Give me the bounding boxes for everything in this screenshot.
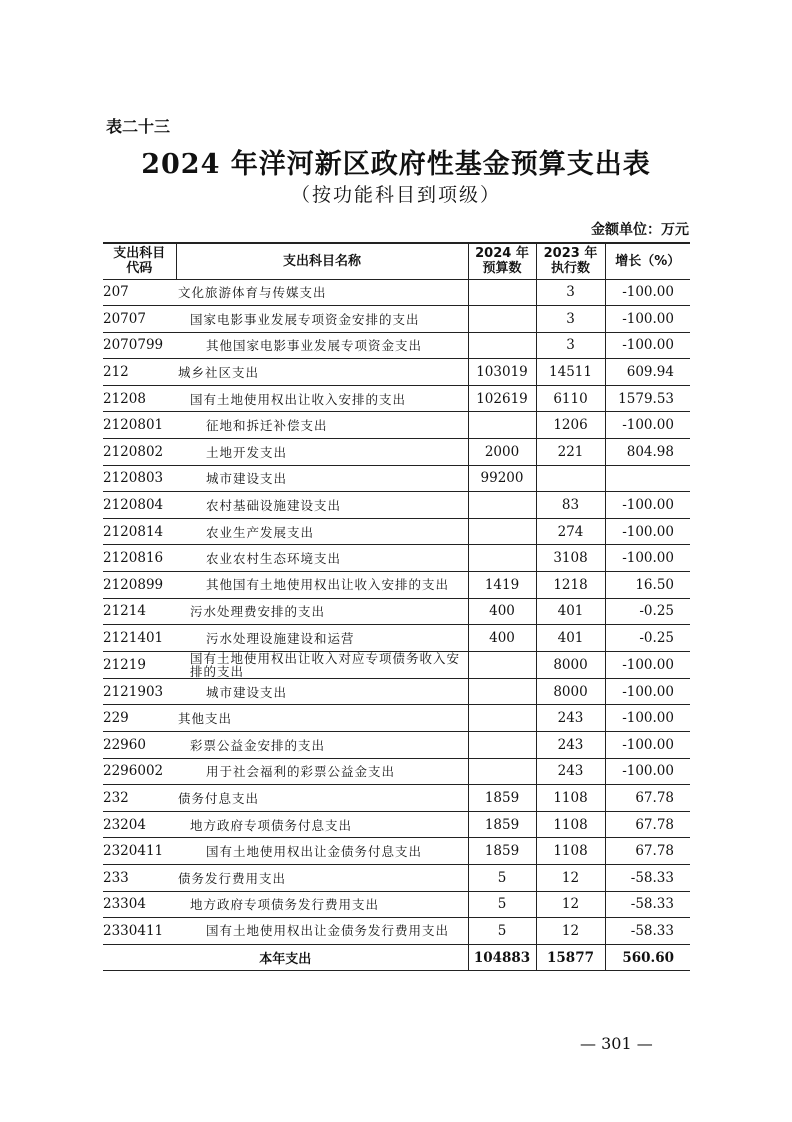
header-exec-2023-label: 2023 年执行数	[543, 246, 598, 277]
row-code: 23204	[103, 811, 176, 838]
row-growth: -100.00	[605, 332, 690, 359]
expenditure-table	[103, 242, 690, 971]
row-growth: 67.78	[605, 838, 690, 865]
row-code: 2070799	[103, 332, 176, 359]
row-name: 其他支出	[176, 705, 468, 732]
row-name: 城市建设支出	[176, 678, 468, 705]
table-label: 表二十三	[106, 117, 171, 136]
row-code: 21214	[103, 598, 176, 625]
row-exec-2023: 243	[536, 705, 605, 732]
row-exec-2023: 12	[536, 918, 605, 945]
row-budget-2024: 1859	[468, 838, 536, 865]
row-name: 土地开发支出	[176, 439, 468, 466]
total-row	[103, 944, 690, 971]
row-name: 债务发行费用支出	[176, 864, 468, 891]
row-exec-2023: 83	[536, 492, 605, 519]
row-code: 2120803	[103, 465, 176, 492]
table-row	[103, 412, 690, 439]
row-code: 212	[103, 359, 176, 386]
table-row	[103, 918, 690, 945]
row-code: 2120816	[103, 545, 176, 572]
row-growth: 804.98	[605, 439, 690, 466]
header-budget-2024-label: 2024 年预算数	[475, 246, 529, 277]
row-name: 其他国有土地使用权出让收入安排的支出	[176, 572, 468, 599]
row-exec-2023: 8000	[536, 651, 605, 678]
row-growth: -100.00	[605, 758, 690, 785]
row-budget-2024: 1859	[468, 785, 536, 812]
row-code: 232	[103, 785, 176, 812]
row-name: 农业农村生态环境支出	[176, 545, 468, 572]
header-exec-2023	[536, 243, 605, 279]
row-exec-2023: 3	[536, 279, 605, 306]
row-exec-2023: 12	[536, 891, 605, 918]
row-code: 229	[103, 705, 176, 732]
row-exec-2023: 1218	[536, 572, 605, 599]
row-code: 2120899	[103, 572, 176, 599]
row-budget-2024: 1859	[468, 811, 536, 838]
row-budget-2024	[468, 705, 536, 732]
row-name: 国有土地使用权出让收入对应专项债务收入安排的支出	[176, 651, 468, 678]
row-growth: -100.00	[605, 492, 690, 519]
header-name: 支出科目名称	[176, 243, 468, 279]
row-budget-2024: 5	[468, 918, 536, 945]
row-budget-2024	[468, 492, 536, 519]
row-growth: -100.00	[605, 732, 690, 759]
row-growth: -100.00	[605, 412, 690, 439]
row-name: 国有土地使用权出让金债务发行费用支出	[176, 918, 468, 945]
row-growth: 1579.53	[605, 385, 690, 412]
row-budget-2024	[468, 279, 536, 306]
header-budget-2024	[468, 243, 536, 279]
row-budget-2024	[468, 545, 536, 572]
row-exec-2023: 401	[536, 598, 605, 625]
row-exec-2023: 12	[536, 864, 605, 891]
row-growth: 67.78	[605, 785, 690, 812]
row-code: 2121903	[103, 678, 176, 705]
row-budget-2024: 400	[468, 598, 536, 625]
row-name: 地方政府专项债务付息支出	[176, 811, 468, 838]
table-row	[103, 705, 690, 732]
row-budget-2024: 5	[468, 891, 536, 918]
header-code-label: 支出科目代码	[113, 246, 166, 277]
row-exec-2023: 243	[536, 758, 605, 785]
row-growth: -100.00	[605, 279, 690, 306]
row-budget-2024: 400	[468, 625, 536, 652]
table-row	[103, 332, 690, 359]
row-exec-2023: 3108	[536, 545, 605, 572]
row-exec-2023: 3	[536, 306, 605, 333]
row-exec-2023	[536, 465, 605, 492]
row-budget-2024: 102619	[468, 385, 536, 412]
row-exec-2023: 1108	[536, 811, 605, 838]
row-exec-2023: 6110	[536, 385, 605, 412]
row-name: 彩票公益金安排的支出	[176, 732, 468, 759]
row-growth: -58.33	[605, 864, 690, 891]
row-growth: -58.33	[605, 918, 690, 945]
table-row	[103, 785, 690, 812]
row-budget-2024: 99200	[468, 465, 536, 492]
row-name: 污水处理费安排的支出	[176, 598, 468, 625]
table-row	[103, 465, 690, 492]
table-row	[103, 864, 690, 891]
table-row	[103, 732, 690, 759]
table-row	[103, 439, 690, 466]
row-growth: -58.33	[605, 891, 690, 918]
row-budget-2024: 2000	[468, 439, 536, 466]
row-name: 文化旅游体育与传媒支出	[176, 279, 468, 306]
row-exec-2023: 8000	[536, 678, 605, 705]
header-code	[103, 243, 176, 279]
row-exec-2023: 221	[536, 439, 605, 466]
page-subtitle: （按功能科目到项级）	[290, 184, 501, 206]
row-code: 207	[103, 279, 176, 306]
table-row	[103, 279, 690, 306]
row-exec-2023: 1108	[536, 785, 605, 812]
row-exec-2023: 274	[536, 518, 605, 545]
row-name: 城乡社区支出	[176, 359, 468, 386]
row-code: 21219	[103, 651, 176, 678]
row-name: 国有土地使用权出让收入安排的支出	[176, 385, 468, 412]
table-row	[103, 678, 690, 705]
page-number: — 301 —	[580, 1034, 653, 1053]
row-budget-2024	[468, 518, 536, 545]
row-growth: -100.00	[605, 306, 690, 333]
row-growth: 16.50	[605, 572, 690, 599]
row-growth: -0.25	[605, 598, 690, 625]
row-budget-2024: 103019	[468, 359, 536, 386]
row-code: 2120804	[103, 492, 176, 519]
table-row	[103, 758, 690, 785]
row-budget-2024	[468, 412, 536, 439]
table-row	[103, 891, 690, 918]
row-code: 20707	[103, 306, 176, 333]
row-code: 2296002	[103, 758, 176, 785]
row-budget-2024: 5	[468, 864, 536, 891]
table-body	[103, 279, 690, 971]
row-name: 地方政府专项债务发行费用支出	[176, 891, 468, 918]
row-name: 征地和拆迁补偿支出	[176, 412, 468, 439]
row-budget-2024	[468, 306, 536, 333]
table-row	[103, 306, 690, 333]
total-exec-2023: 15877	[536, 944, 605, 971]
table-row	[103, 838, 690, 865]
row-growth: 67.78	[605, 811, 690, 838]
total-budget-2024: 104883	[468, 944, 536, 971]
row-budget-2024	[468, 758, 536, 785]
row-name: 用于社会福利的彩票公益金支出	[176, 758, 468, 785]
row-name: 城市建设支出	[176, 465, 468, 492]
table-row	[103, 625, 690, 652]
table-row	[103, 518, 690, 545]
row-budget-2024: 1419	[468, 572, 536, 599]
total-label: 本年支出	[103, 944, 468, 971]
row-code: 22960	[103, 732, 176, 759]
row-name: 国有土地使用权出让金债务付息支出	[176, 838, 468, 865]
table-row	[103, 492, 690, 519]
row-name: 农村基础设施建设支出	[176, 492, 468, 519]
table-row	[103, 572, 690, 599]
table-row	[103, 651, 690, 678]
row-growth: -100.00	[605, 705, 690, 732]
row-exec-2023: 3	[536, 332, 605, 359]
row-name: 污水处理设施建设和运营	[176, 625, 468, 652]
row-name: 国家电影事业发展专项资金安排的支出	[176, 306, 468, 333]
table-row	[103, 811, 690, 838]
row-exec-2023: 1206	[536, 412, 605, 439]
row-growth: -100.00	[605, 651, 690, 678]
header-growth: 增长（%）	[605, 243, 690, 279]
row-code: 2120801	[103, 412, 176, 439]
page-title: 2024 年洋河新区政府性基金预算支出表	[141, 149, 651, 180]
row-growth: -100.00	[605, 678, 690, 705]
row-budget-2024	[468, 678, 536, 705]
amount-unit: 金额单位：万元	[591, 222, 689, 238]
row-name: 其他国家电影事业发展专项资金支出	[176, 332, 468, 359]
row-exec-2023: 1108	[536, 838, 605, 865]
total-growth: 560.60	[605, 944, 690, 971]
row-exec-2023: 14511	[536, 359, 605, 386]
row-code: 2121401	[103, 625, 176, 652]
row-code: 233	[103, 864, 176, 891]
row-growth	[605, 465, 690, 492]
row-code: 2120802	[103, 439, 176, 466]
row-budget-2024	[468, 651, 536, 678]
row-code: 23304	[103, 891, 176, 918]
row-code: 2320411	[103, 838, 176, 865]
row-growth: -100.00	[605, 518, 690, 545]
row-exec-2023: 243	[536, 732, 605, 759]
row-name: 债务付息支出	[176, 785, 468, 812]
row-budget-2024	[468, 332, 536, 359]
row-exec-2023: 401	[536, 625, 605, 652]
row-code: 2330411	[103, 918, 176, 945]
table-header-row	[103, 243, 690, 279]
row-code: 21208	[103, 385, 176, 412]
row-name: 农业生产发展支出	[176, 518, 468, 545]
row-code: 2120814	[103, 518, 176, 545]
row-growth: -0.25	[605, 625, 690, 652]
table-row	[103, 359, 690, 386]
row-growth: 609.94	[605, 359, 690, 386]
row-growth: -100.00	[605, 545, 690, 572]
table-row	[103, 385, 690, 412]
row-budget-2024	[468, 732, 536, 759]
table-row	[103, 545, 690, 572]
table-row	[103, 598, 690, 625]
